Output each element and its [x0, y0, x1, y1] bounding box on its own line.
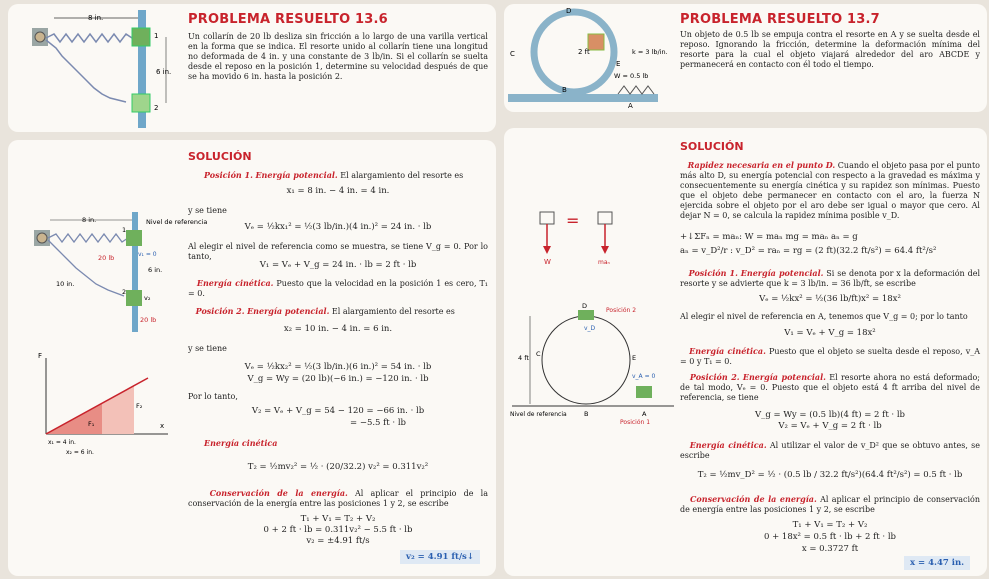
dim-6in: 6 in. — [156, 68, 172, 76]
svg-text:k = 3 lb/in.: k = 3 lb/in. — [632, 48, 668, 56]
svg-text:D: D — [582, 302, 588, 310]
solution-13-7-card: SOLUCIÓN Rapidez necesaria en el punto D. Cuando el objeto pasa por el punto más alto D, su energía potencial con respecto a la gravedad es máxima y consecuentemente su energía cinética y su rapidez son mínimas. Puesto que el objeto debe permanecer en contacto con el aro, la fuerza N ejercida sobre el objeto por el aro debe ser igual o mayor que cero. Al dejar N = 0, se calcula la rapidez mínima posible v_D. +↓ΣFₙ = maₙ: W = maₙ mg = maₙ aₙ = g aₙ = v_D²/r : v_D² = raₙ = rg = (2 ft)(32.2 ft/s²) = 64.4 ft²/s² Posición 1. Energía potencial. Si se denota por x la deformación del resorte y se advierte que k = 3 lb/in. = 36 lb/ft, se escribe Vₑ = ½kx² = ½(36 lb/ft)x² = 18x² Al elegir el nivel de referencia en A, tenemos que V_g = 0; por lo tanto V₁ = Vₑ + V_g = 18x² Energía cinética. Puesto que el objeto se suelta desde el reposo, v_A = 0 y T₁ = 0. Posición 2. Energía potencial. El resorte ahora no está deformado; de tal modo, Vₑ = 0. Puesto que el objeto está 4 ft arriba del nivel de referencia, se tiene V_g = Wy = (0.5 lb)(4 ft) = 2 ft · lb V₂ = Vₑ + V_g = 2 ft · lb Energía cinética. Al utilizar el valor de v_D² que se obtuvo antes, se escribe T₂ = ½mv_D² = ½ · (0.5 lb / 32.2 ft/s²)(64.4 ft²/s²) = 0.5 ft · lb Conservación de la energía. Al aplicar el principio de conservación de energía entre las posiciones 1 y 2, se escribe T₁ + V₁ = T₂ + V₂ 0 + 18x² = 0.5 ft · lb + 2 ft · lb x = 0.3727 ft x = 4.47 in. W = maₙ D Posición 2 v_D 4 ft C E B A v_A = 0 Nivel de referencia Posición 1 — [504, 128, 987, 576]
svg-text:C: C — [536, 350, 541, 358]
solution-title: SOLUCIÓN — [188, 150, 252, 163]
eq-vg2: V_g = Wy = (20 lb)(−6 in.) = −120 in. · lb — [247, 374, 429, 384]
svg-text:2: 2 — [122, 288, 127, 296]
eq-ve1: Vₑ = ½kx₁² = ½(3 lb/in.)(4 in.)² = 24 in. · lb — [244, 222, 432, 232]
svg-text:B: B — [562, 86, 567, 94]
eq-v2: V₂ = Vₑ + V_g = 54 − 120 = −66 in. · lb — [251, 406, 425, 416]
free-body-diagram — [534, 210, 644, 270]
solution-title: SOLUCIÓN — [680, 140, 744, 153]
eq-ve2: Vₑ = ½kx₂² = ½(3 lb/in.)(6 in.)² = 54 in. · lb — [244, 362, 432, 372]
problem-statement: Un collarín de 20 lb desliza sin fricción a lo largo de una varilla vertical en la forma que se indica. El resorte unido al collarín tiene una longitud no deformada de 4 in. y una constante de 3 lb/in. Si el collarín se suelta desde el reposo en la posición 1, determine su velocidad después de que se ha movido 6 in. hasta la posición 2. — [188, 32, 488, 81]
answer-box: x = 4.47 in. — [904, 556, 970, 570]
svg-text:W: W — [544, 258, 551, 266]
problem-13-6-card — [8, 4, 496, 132]
solution-collar-figure — [12, 210, 208, 340]
svg-text:maₙ: maₙ — [598, 259, 610, 266]
svg-text:6 in.: 6 in. — [148, 266, 163, 274]
svg-text:8 in.: 8 in. — [82, 216, 97, 224]
svg-text:W = 0.5 lb: W = 0.5 lb — [614, 72, 649, 80]
loop-solution-figure — [508, 300, 680, 430]
eq-t2: T₂ = ½mv₂² = ½ · (20/32.2) v₂² = 0.311v₂² — [247, 462, 429, 472]
svg-text:v_D: v_D — [584, 325, 596, 332]
svg-text:Posición 1: Posición 1 — [620, 419, 651, 426]
svg-text:4 ft: 4 ft — [518, 354, 529, 362]
svg-text:x₂ = 6 in.: x₂ = 6 in. — [66, 449, 94, 456]
svg-text:10 in.: 10 in. — [56, 280, 75, 288]
svg-text:v₂: v₂ — [144, 294, 151, 302]
eq-x1: x₁ = 8 in. − 4 in. = 4 in. — [286, 186, 390, 196]
svg-text:v_A = 0: v_A = 0 — [632, 373, 656, 380]
dim-8in: 8 in. — [88, 14, 104, 22]
svg-text:C: C — [510, 50, 515, 58]
svg-text:D: D — [566, 7, 572, 15]
svg-text:F: F — [38, 352, 43, 360]
spring-force-graph — [36, 348, 176, 458]
svg-text:E: E — [632, 354, 637, 362]
collar-spring-figure — [14, 6, 174, 130]
svg-text:B: B — [584, 410, 589, 418]
problem-13-7-card — [504, 4, 987, 112]
problem-statement: Un objeto de 0.5 lb se empuja contra el resorte en A y se suelta desde el reposo. Ignorando la fricción, determine la deformación mínima del resorte para la cual el objeto viajará alrededor del aro ABCDE y permanecerá en contacto con él todo el tiempo. — [680, 30, 980, 69]
problem-title: PROBLEMA RESUELTO 13.6 — [188, 12, 388, 27]
eq-x2: x₂ = 10 in. − 4 in. = 6 in. — [283, 324, 393, 334]
svg-text:2 ft: 2 ft — [578, 48, 590, 56]
svg-text:x₁ = 4 in.: x₁ = 4 in. — [48, 439, 76, 446]
svg-text:Nivel de referencia: Nivel de referencia — [510, 411, 567, 418]
loop-track-figure — [506, 4, 676, 110]
svg-text:20 lb: 20 lb — [140, 316, 157, 324]
svg-text:E: E — [616, 60, 621, 68]
solution-13-6-card: SOLUCIÓN Posición 1. Energía potencial. El alargamiento del resorte es x₁ = 8 in. − 4 in. = 4 in. y se tiene Vₑ = ½kx₁² = ½(3 lb/in.)(4 in.)² = 24 in. · lb Al elegir el nivel de referencia como se muestra, se tiene V_g = 0. Por lo tanto, V₁ = Vₑ + V_g = 24 in. · lb = 2 ft · lb Energía cinética. Puesto que la velocidad en la posición 1 es cero, T₁ = 0. Posición 2. Energía potencial. El alargamiento del resorte es x₂ = 10 in. − 4 in. = 6 in. y se tiene Vₑ = ½kx₂² = ½(3 lb/in.)(6 in.)² = 54 in. · lb V_g = Wy = (20 lb)(−6 in.) = −120 in. · lb Por lo tanto, V₂ = Vₑ + V_g = 54 − 120 = −66 in. · lb = −5.5 ft · lb Energía cinética T₂ = ½mv₂² = ½ · (20/32.2) v₂² = 0.311v₂² Conservación de la energía. Al aplicar el principio de la conservación de la energía entre las posiciones 1 y 2, se escribe T₁ + V₁ = T₂ + V₂ 0 + 2 ft · lb = 0.311v₂² − 5.5 ft · lb v₂ = ±4.91 ft/s v₂ = 4.91 ft/s↓ 8 in. Nivel de referencia v₁ = 0 20 lb 20 lb 6 in. 10 in. v₂ 1 2 F x F₁ F₂ x₁ = 4 in. x₂ = 6 in. — [8, 140, 496, 576]
svg-text:2: 2 — [154, 104, 159, 112]
svg-text:Posición 2: Posición 2 — [606, 307, 637, 314]
eq-v1: V₁ = Vₑ + V_g = 24 in. · lb = 2 ft · lb — [259, 260, 417, 270]
svg-text:x: x — [160, 422, 165, 430]
problem-title: PROBLEMA RESUELTO 13.7 — [680, 12, 880, 27]
svg-text:v₁ = 0: v₁ = 0 — [138, 251, 157, 258]
svg-text:F₂: F₂ — [136, 402, 143, 410]
svg-text:A: A — [642, 410, 647, 418]
svg-text:A: A — [628, 102, 633, 110]
svg-text:20 lb: 20 lb — [98, 254, 115, 262]
svg-text:1: 1 — [154, 32, 159, 40]
svg-text:=: = — [566, 211, 580, 230]
svg-text:1: 1 — [122, 226, 127, 234]
svg-text:F₁: F₁ — [88, 420, 95, 428]
svg-text:Nivel de referencia: Nivel de referencia — [146, 218, 208, 226]
answer-box: v₂ = 4.91 ft/s↓ — [400, 550, 480, 564]
